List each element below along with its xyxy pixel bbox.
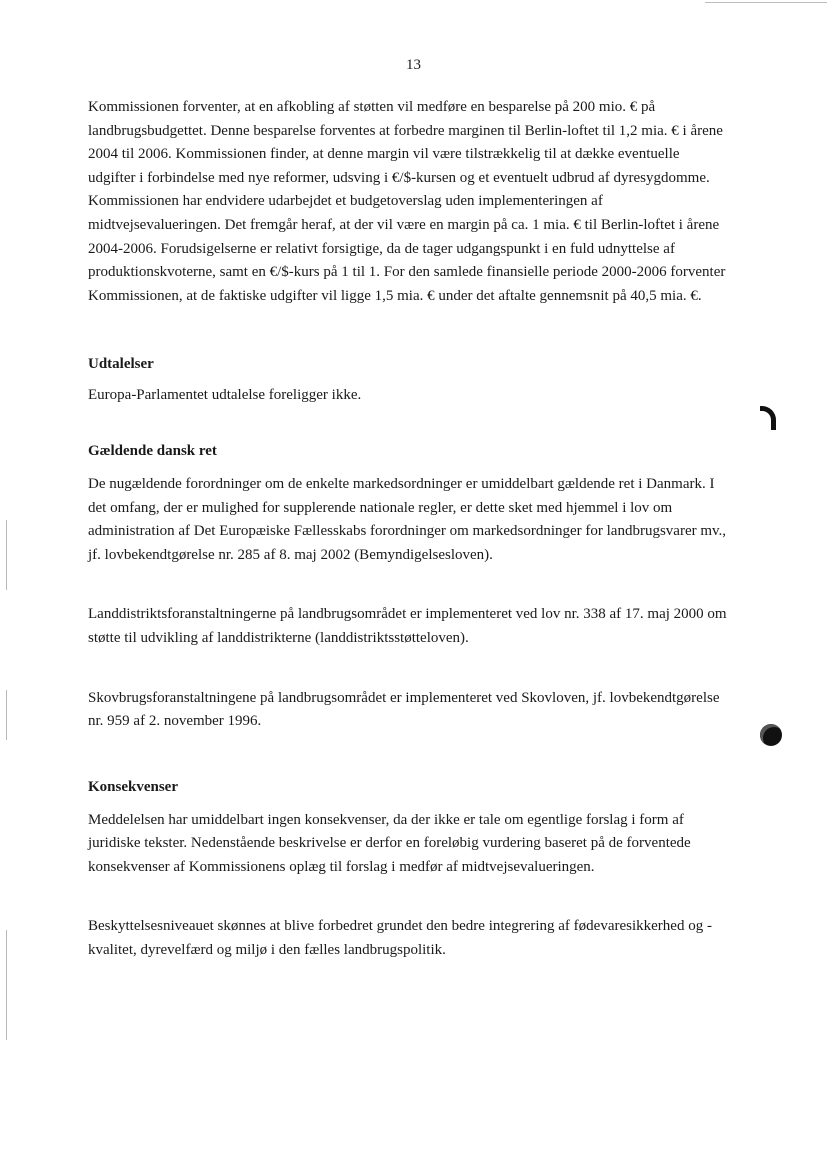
konsekvenser-paragraph-1: Meddelelsen har umiddelbart ingen konsekvenser, da der ikke er tale om egentlige forslag i form af juridiske tekster. Nedenstående beskrivelse er derfor en foreløbig vurdering baseret på de forventede konsekvenser af Kommissionens oplæg til forslag i medfør af midtvejsevalueringen.	[88, 811, 691, 875]
document-body	[88, 96, 728, 963]
heading-gaeldende-dansk-ret: Gældende dansk ret	[88, 442, 217, 459]
page-number: 13	[406, 57, 421, 73]
scan-margin-line	[6, 520, 7, 590]
udtalelser-paragraph: Europa-Parlamentet udtalelse foreligger ikke.	[88, 387, 362, 404]
heading-udtalelser: Udtalelser	[88, 356, 154, 373]
punch-hole-mark	[760, 724, 782, 746]
intro-paragraph: Kommissionen forventer, at en afkobling af støtten vil medføre en besparelse på 200 mio. € på landbrugsbudgettet. Denne besparelse forventes at forbedre marginen til Berlin-loftet til 1,2 mia. € i årene 2004 til 2006. Kommissionen finder, at denne margin vil være tilstrækkelig til at dække eventuelle udgifter i forbindelse med nye reformer, udsving i €/$-kursen og et eventuelt udbrud af dyresygdomme. Kommissionen har endvidere udarbejdet et budgetoverslag uden implementeringen af midtvejsevalueringen. Det fremgår heraf, at der vil være en margin på ca. 1 mia. € til Berlin-loftet i årene 2004-2006. Forudsigelserne er relativt forsigtige, da de tager udgangspunkt i en fuld udnyttelse af produktionskvoterne, samt en €/$-kurs på 1 til 1. For den samlede finansielle periode 2000-2006 forventer Kommissionen, at de faktiske udgifter vil ligge 1,5 mia. € under det aftalte gennemsnit på 40,5 mia. €.	[88, 99, 726, 304]
binder-clip-mark	[760, 406, 776, 430]
heading-konsekvenser: Konsekvenser	[88, 778, 178, 795]
scan-margin-line	[6, 690, 7, 740]
scan-margin-line	[6, 930, 7, 1040]
dansk-ret-paragraph-2: Landdistriktsforanstaltningerne på landbrugsområdet er implementeret ved lov nr. 338 af 17. maj 2000 om støtte til udvikling af landdistrikterne (landdistriktsstøtteloven).	[88, 606, 727, 646]
dansk-ret-paragraph-3: Skovbrugsforanstaltningene på landbrugsområdet er implementeret ved Skovloven, jf. lovbekendtgørelse nr. 959 af 2. november 1996.	[88, 689, 720, 730]
scan-edge-line	[705, 2, 827, 3]
konsekvenser-paragraph-2: Beskyttelsesniveauet skønnes at blive forbedret grundet den bedre integrering af fødevaresikkerhed og -kvalitet, dyrevelfærd og miljø i den fælles landbrugspolitik.	[88, 918, 712, 959]
dansk-ret-paragraph-1: De nugældende forordninger om de enkelte markedsordninger er umiddelbart gældende ret i Danmark. I det omfang, der er mulighed for supplerende nationale regler, er dette sket med hjemmel i lov om administration af Det Europæiske Fællesskabs forordninger om markedsordninger for landbrugsvarer mv., jf. lovbekendtgørelse nr. 285 af 8. maj 2002 (Bemyndigelsesloven).	[88, 475, 727, 563]
